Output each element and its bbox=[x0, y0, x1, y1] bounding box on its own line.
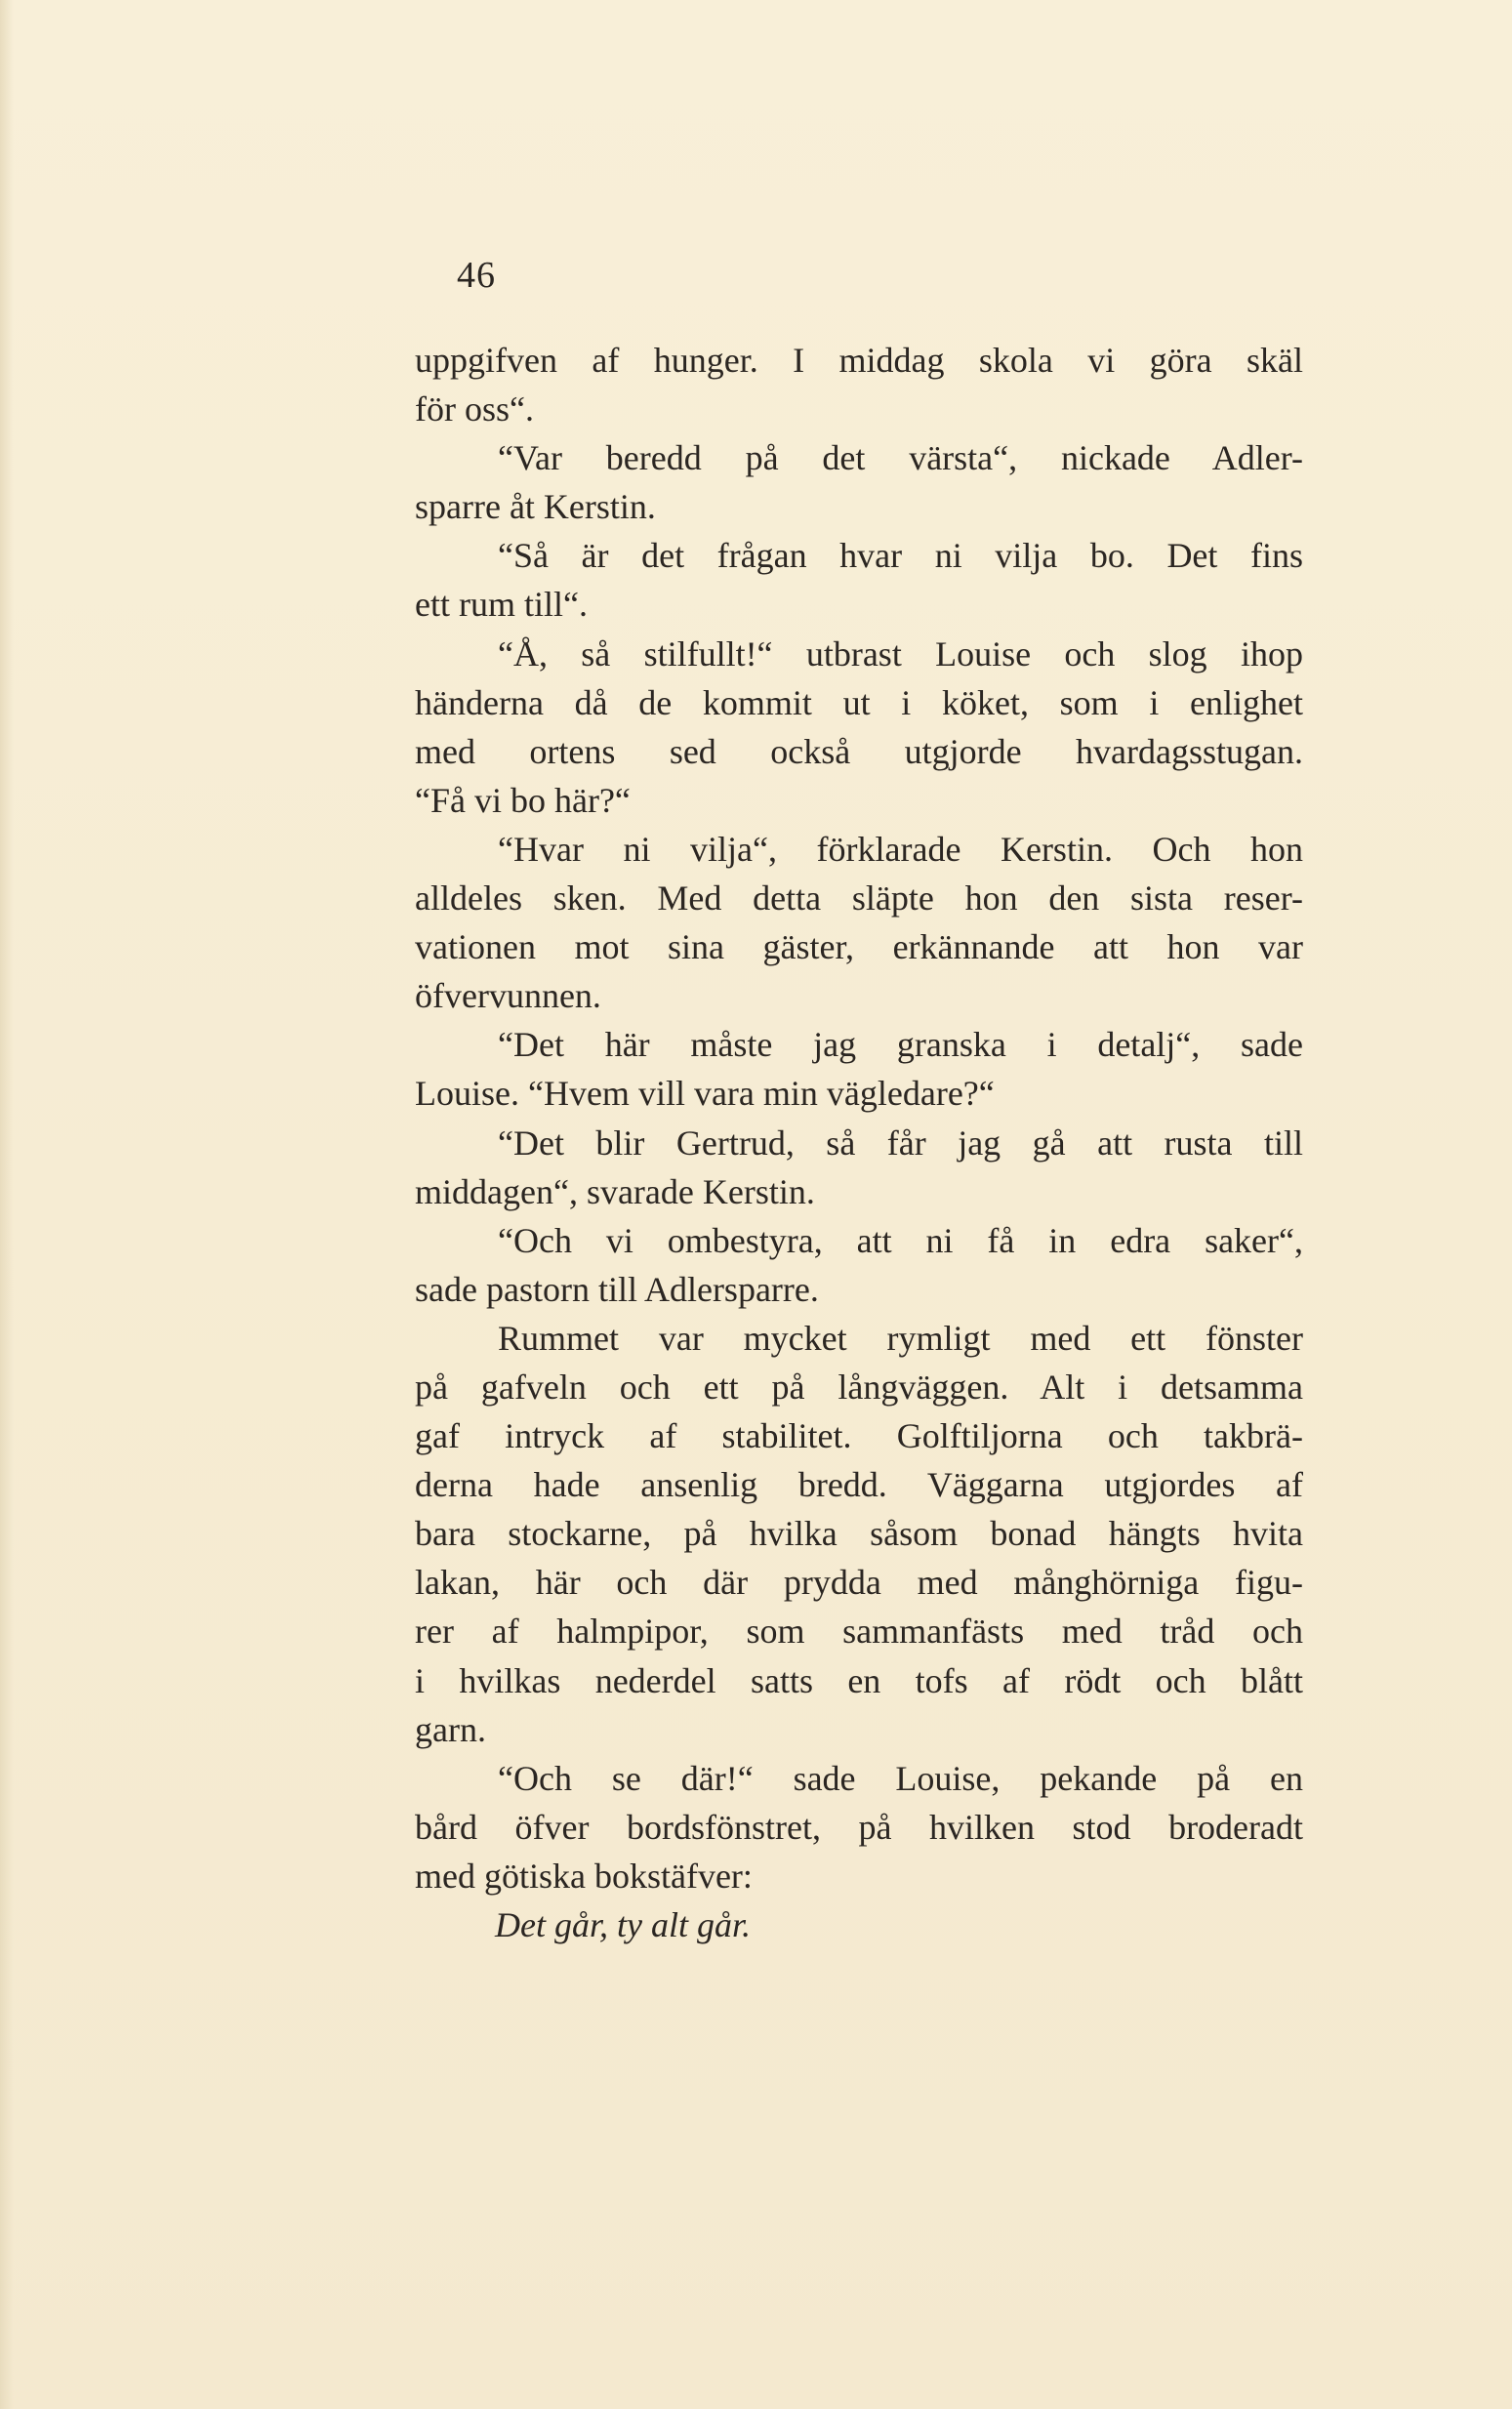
text-line: alldeles sken. Med detta släpte hon den sista reser- bbox=[415, 878, 1303, 919]
text-line: vationen mot sina gäster, erkännande att hon var bbox=[415, 927, 1303, 967]
text-line: öfvervunnen. bbox=[415, 976, 601, 1016]
page-edge-shadow bbox=[0, 0, 14, 2409]
text-line: rer af halmpipor, som sammanfästs med tråd och bbox=[415, 1612, 1303, 1652]
text-line: uppgifven af hunger. I middag skola vi göra skäl bbox=[415, 341, 1303, 380]
text-line: händerna då de kommit ut i köket, som i enlighet bbox=[415, 682, 1303, 722]
text-line: bård öfver bordsfönstret, på hvilken stod broderadt bbox=[415, 1807, 1303, 1847]
text-line: för oss“. bbox=[415, 389, 534, 429]
text-line: ett rum till“. bbox=[415, 585, 588, 625]
text-line: med götiska bokstäfver: bbox=[415, 1856, 753, 1896]
motto-line: Det går, ty alt går. bbox=[495, 1905, 752, 1944]
text-line: på gafveln och ett på långväggen. Alt i detsamma bbox=[415, 1367, 1303, 1407]
body-text bbox=[415, 336, 1303, 1949]
text-line: bara stockarne, på hvilka såsom bonad hängts hvita bbox=[415, 1514, 1303, 1554]
text-line: “Och vi ombestyra, att ni få in edra saker“, bbox=[498, 1220, 1303, 1260]
page-number: 46 bbox=[457, 255, 496, 296]
text-line: garn. bbox=[415, 1709, 486, 1749]
text-line: sade pastorn till Adlersparre. bbox=[415, 1269, 819, 1309]
text-line: “Det blir Gertrud, så får jag gå att rusta till bbox=[498, 1123, 1303, 1163]
text-line: middagen“, svarade Kerstin. bbox=[415, 1171, 815, 1211]
text-line: sparre åt Kerstin. bbox=[415, 487, 656, 527]
text-line: “Hvar ni vilja“, förklarade Kerstin. Och hon bbox=[498, 829, 1303, 869]
text-line: “Var beredd på det värsta“, nickade Adler- bbox=[498, 438, 1303, 478]
text-line: “Det här måste jag granska i detalj“, sade bbox=[498, 1025, 1303, 1065]
text-line: lakan, här och där prydda med månghörniga figu- bbox=[415, 1563, 1303, 1603]
text-line: “Och se där!“ sade Louise, pekande på en bbox=[498, 1758, 1303, 1798]
text-line: derna hade ansenlig bredd. Väggarna utgjordes af bbox=[415, 1465, 1303, 1505]
text-line: “Få vi bo här?“ bbox=[415, 780, 631, 820]
text-line: gaf intryck af stabilitet. Golftiljorna och takbrä- bbox=[415, 1416, 1303, 1456]
text-line: Rummet var mycket rymligt med ett fönster bbox=[498, 1318, 1303, 1358]
text-line: med ortens sed också utgjorde hvardagsstugan. bbox=[415, 731, 1303, 771]
text-line: “Å, så stilfullt!“ utbrast Louise och slog ihop bbox=[498, 633, 1303, 674]
text-line: “Så är det frågan hvar ni vilja bo. Det fins bbox=[498, 536, 1303, 576]
text-line: i hvilkas nederdel satts en tofs af rödt och blått bbox=[415, 1660, 1303, 1700]
text-line: Louise. “Hvem vill vara min vägledare?“ bbox=[415, 1074, 995, 1114]
